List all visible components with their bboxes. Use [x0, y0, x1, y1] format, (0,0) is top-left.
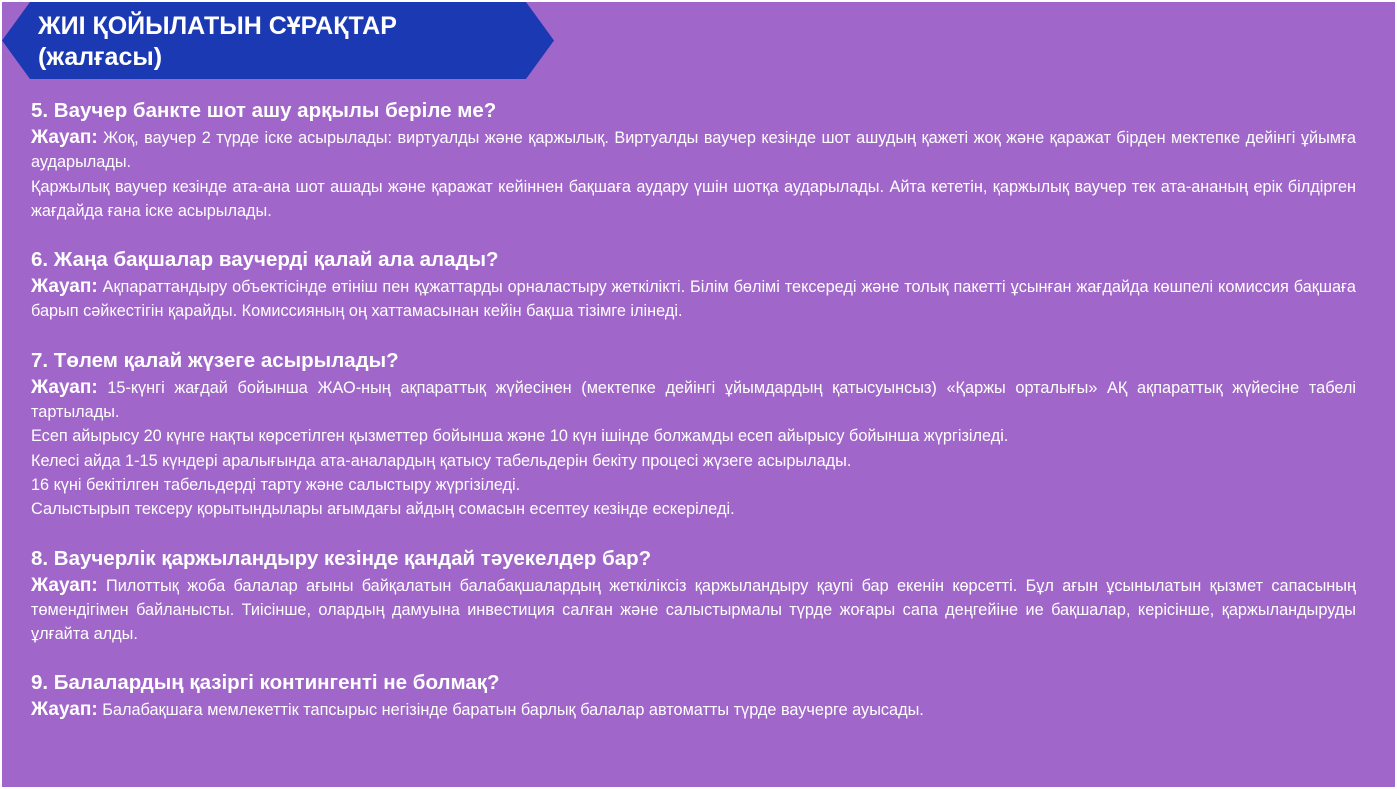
faq-answer: [31, 574, 1356, 647]
slide: [2, 2, 1395, 787]
answer-label: Жауап:: [31, 276, 98, 298]
answer-paragraph: Қаржылық ваучер кезінде ата-ана шот ашады және қаражат кейіннен бақшаға аудару үшін шотқа аударылады. Айта кететін, қаржылық ваучер тек ата-ананың ерік білдірген жағдайда ғана іске асырылады.: [31, 177, 1356, 220]
faq-question: 5. Ваучер банкте шот ашу арқылы беріле ме?: [31, 99, 497, 122]
faq-question: 7. Төлем қалай жүзеге асырылады?: [31, 348, 399, 372]
faq-item-9: [31, 669, 1356, 722]
answer-label: Жауап:: [31, 699, 98, 721]
faq-answer: [31, 376, 1356, 522]
answer-text: Балабақшаға мемлекеттік тапсырыс негізінде баратын барлық балалар автоматты түрде ваучерге ауысады.: [102, 701, 924, 720]
faq-question: 8. Ваучерлік қаржыландыру кезінде қандай тәуекелдер бар?: [31, 546, 652, 570]
faq-item-8: [31, 545, 1356, 647]
answer-paragraph: Келесі айда 1-15 күндері аралығында ата-аналардың қатысу табельдерін бекіту процесі жүзеге асырылады.: [31, 451, 852, 470]
title-line-1: ЖИІ ҚОЙЫЛАТЫН СҰРАҚТАР: [38, 12, 397, 40]
answer-paragraph: Есеп айырысу 20 күнге нақты көрсетілген қызметтер бойынша және 10 күн ішінде болжамды есеп айырысу бойынша жүргізіледі.: [31, 427, 1009, 446]
answer-paragraph: [31, 698, 1356, 722]
answer-paragraph: [31, 275, 1356, 324]
title-banner: [2, 2, 554, 79]
faq-item-5: [31, 97, 1356, 223]
answer-paragraph: Салыстырып тексеру қорытындылары ағымдағы айдың сомасын есептеу кезінде ескеріледі.: [31, 500, 735, 519]
answer-paragraph: [31, 574, 1356, 647]
answer-text: Пилоттық жоба балалар ағыны байқалатын балабақшалардың жеткіліксіз қаржыландыру қаупі бар екенін көрсетті. Бұл ағын ұсынылатын қызмет сапасының төмендігімен байланысты. Тиісінше, олардың дамуына инвестиция салған және салыстырмалы түрде жоғары сапа деңгейіне ие бақшалар, керісінше, қаржыландыруды ұлғайта алды.: [31, 576, 1356, 644]
answer-paragraph: [31, 126, 1356, 175]
faq-list: [31, 97, 1356, 723]
answer-paragraph: [31, 376, 1356, 425]
faq-item-6: [31, 246, 1356, 324]
page-title: [38, 11, 397, 73]
faq-item-7: [31, 347, 1356, 522]
faq-answer: [31, 126, 1356, 223]
answer-text: Ақпараттандыру объектісінде өтініш пен құжаттарды орналастыру жеткілікті. Білім бөлімі тексереді және толық пакетті ұсынған жағдайда көшпелі комиссия бақшаға барып сәйкестігін қарайды. Комиссияның оң хаттамасынан кейін бақша тізімге ілінеді.: [31, 278, 1356, 321]
answer-paragraph: 16 күні бекітілген табельдерді тарту және салыстыру жүргізіледі.: [31, 475, 521, 494]
faq-answer: [31, 275, 1356, 324]
answer-text: 15-күнгі жағдай бойынша ЖАО-ның ақпараттық жүйесінен (мектепке дейінгі ұйымдардың қатысуынсыз) «Қаржы орталығы» АҚ ақпараттық жүйесіне табелі тартылады.: [31, 378, 1356, 422]
answer-label: Жауап:: [31, 574, 98, 596]
faq-question: 9. Балалардың қазіргі контингенті не болмақ?: [31, 671, 500, 695]
answer-text: Жоқ, ваучер 2 түрде іске асырылады: виртуалды және қаржылық. Виртуалды ваучер кезінде шот ашудың қажеті жоқ және қаражат бірден мектепке дейінгі ұйымға аударылады.: [31, 129, 1356, 172]
faq-question: 6. Жаңа бақшалар ваучерді қалай ала алады?: [31, 248, 499, 272]
answer-label: Жауап:: [31, 127, 98, 148]
title-line-2: (жалғасы): [38, 43, 163, 71]
answer-label: Жауап:: [31, 376, 98, 398]
faq-answer: [31, 698, 1356, 722]
